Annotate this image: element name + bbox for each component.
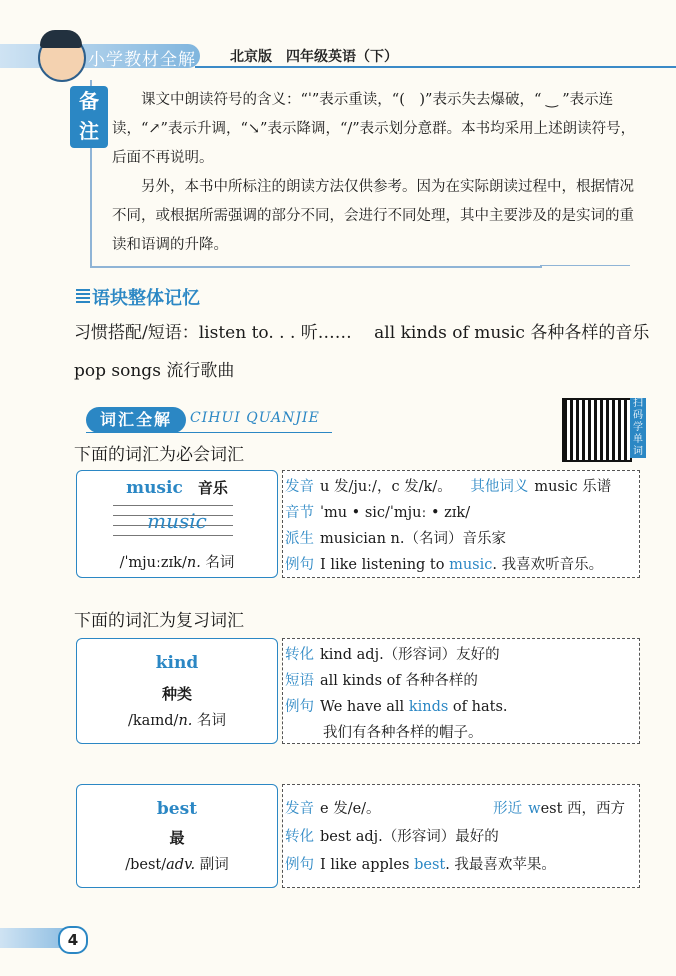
info-text: u 发/juː/，c 发/k/。	[320, 479, 452, 495]
pos: n.	[178, 713, 193, 729]
info-row	[285, 797, 625, 818]
chunk-section-title: 语块整体记忆	[92, 288, 200, 309]
pos-cn: 名词	[205, 555, 235, 571]
info-text: musician n.（名词）音乐家	[320, 531, 506, 547]
series-title: 小学教材全解	[88, 50, 196, 70]
section-bars-icon	[76, 289, 90, 303]
info-label: 短语	[285, 673, 314, 689]
info-text: best adj.（形容词）最好的	[320, 829, 499, 845]
word-info-kind	[282, 638, 640, 744]
info-row: 我们有各种各样的帽子。	[323, 725, 483, 741]
vocab-underline	[86, 432, 332, 433]
pos-cn: 名词	[197, 713, 227, 729]
qr-code-icon[interactable]	[562, 398, 632, 462]
info-row	[285, 825, 499, 846]
pos: adv.	[166, 857, 196, 873]
vocab-section-title: 词汇全解	[86, 407, 186, 433]
word-best-phonetic	[77, 853, 277, 874]
info-label: 音节	[285, 505, 314, 521]
info-highlight: w	[528, 801, 541, 817]
word-kind-phonetic	[77, 709, 277, 730]
info-text: ˈmu • sic/ˈmjuː • zɪk/	[320, 505, 471, 521]
info-label: 派生	[285, 531, 314, 547]
review-words-title: 下面的词汇为复习词汇	[74, 611, 244, 631]
info-row	[285, 853, 556, 874]
word-music: music	[126, 478, 183, 498]
pos: n.	[186, 555, 201, 571]
word-music-cn: 音乐	[197, 479, 228, 497]
info-text: of hats.	[448, 699, 508, 715]
info-label: 发音	[285, 801, 314, 817]
word-best-cn: 最	[169, 829, 185, 847]
note-divider	[540, 265, 630, 266]
vocab-section-pinyin: CIHUI QUANJIE	[190, 410, 320, 426]
info-label: 例句	[285, 857, 314, 873]
info-row	[285, 669, 478, 690]
word-card-best	[76, 784, 278, 888]
page-number: 4	[58, 926, 88, 954]
info-text: . 我喜欢听音乐。	[492, 557, 604, 573]
phrase-line-1: 习惯搭配/短语：listen to. . . 听…… all kinds of music 各种各样的音乐	[74, 323, 650, 343]
info-text: We have all	[320, 699, 409, 715]
copy-line	[113, 505, 233, 506]
word-best: best	[156, 799, 198, 819]
info-row	[285, 553, 603, 574]
word-info-music	[282, 470, 640, 578]
word-kind-cn: 种类	[161, 685, 192, 703]
info-highlight: best	[414, 857, 446, 873]
note-paragraph-1: 课文中朗读符号的含义：“ˈ”表示重读，“( )”表示失去爆破，“ ‿ ”表示连读，“↗”表示升调，“↘”表示降调，“/”表示划分意群。本书均采用上述朗读符号，后面不再说明。	[112, 92, 636, 166]
qr-tag: 扫码学单词	[630, 398, 646, 458]
info-label: 例句	[285, 699, 314, 715]
mascot-hair-icon	[40, 30, 82, 48]
info-text: all kinds of 各种各样的	[320, 673, 478, 689]
phonetic: /kaɪnd/	[127, 713, 179, 729]
word-card-kind	[76, 638, 278, 744]
info-label: 例句	[285, 557, 314, 573]
phrase-line-2: pop songs 流行歌曲	[74, 361, 235, 381]
info-highlight: kinds	[408, 699, 449, 715]
info-text: e 发/e/。	[320, 801, 381, 817]
note-paragraph-2: 另外，本书中所标注的朗读方法仅供参考。因为在实际朗读过程中，根据情况不同，或根据所需强调的部分不同，会进行不同处理，其中主要涉及的是实词的重读和语调的升降。	[112, 179, 634, 253]
required-words-title: 下面的词汇为必会词汇	[74, 445, 244, 465]
info-text: est 西，西方	[540, 801, 626, 817]
header-rule	[195, 66, 676, 68]
info-row	[285, 475, 611, 496]
phonetic: /best/	[125, 857, 167, 873]
info-label: 转化	[285, 829, 314, 845]
phonetic: /ˈmjuːzɪk/	[119, 555, 187, 571]
info-highlight: music	[449, 557, 493, 573]
info-text: I like apples	[320, 857, 415, 873]
info-label: 形近	[493, 801, 523, 817]
word-card-music	[76, 470, 278, 578]
word-kind: kind	[155, 653, 199, 673]
info-row	[285, 501, 470, 522]
copy-line	[113, 535, 233, 536]
info-text: music 乐谱	[534, 479, 612, 495]
info-text: kind adj.（形容词）友好的	[320, 647, 500, 663]
info-text: I like listening to	[320, 557, 450, 573]
info-text: . 我最喜欢苹果。	[445, 857, 556, 873]
info-row	[285, 695, 508, 716]
word-info-best	[282, 784, 640, 888]
info-row	[285, 527, 506, 548]
word-music-copy: music	[147, 509, 207, 533]
info-row	[285, 643, 500, 664]
note-text	[112, 86, 636, 260]
edition-title: 北京版 四年级英语（下）	[230, 49, 398, 65]
info-label: 转化	[285, 647, 314, 663]
info-label: 发音	[285, 479, 314, 495]
note-badge: 备注	[70, 86, 108, 148]
info-label: 其他词义	[470, 479, 529, 495]
pos-cn: 副词	[199, 857, 229, 873]
word-music-phonetic	[77, 551, 277, 572]
